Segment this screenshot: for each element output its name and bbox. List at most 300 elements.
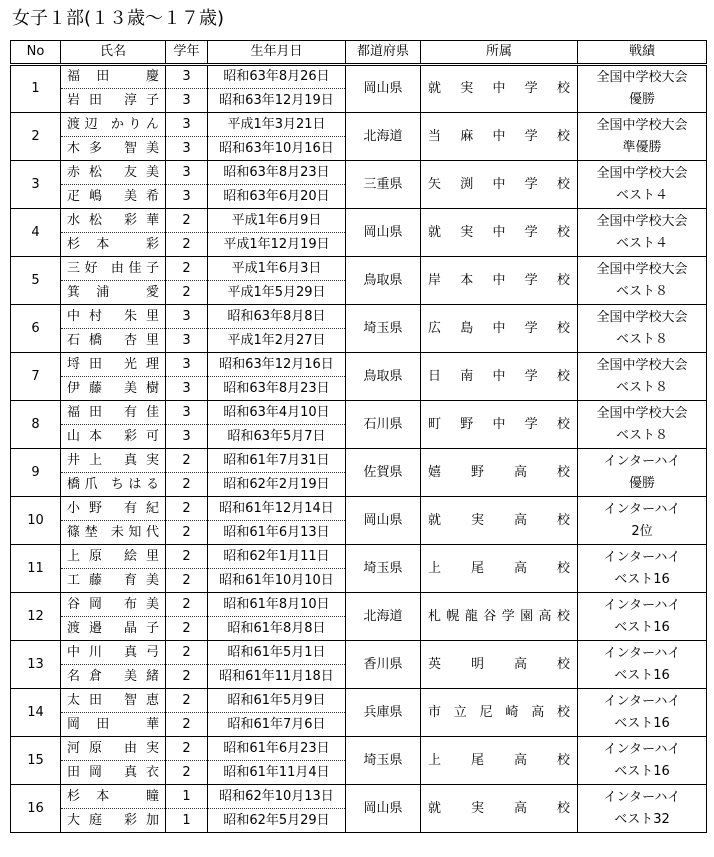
prefecture: 埼玉県 bbox=[346, 305, 421, 353]
table-header bbox=[11, 41, 707, 65]
char: る bbox=[145, 476, 159, 492]
char: 中 bbox=[67, 308, 81, 324]
char: 里 bbox=[145, 308, 159, 324]
player-name-cell bbox=[61, 305, 166, 329]
char: 渡 bbox=[67, 620, 81, 636]
player-grade: 3 bbox=[166, 161, 208, 185]
entry-number: 2 bbox=[11, 113, 61, 161]
char: 杉 bbox=[67, 788, 81, 804]
result-cell bbox=[578, 353, 707, 401]
player-grade: 2 bbox=[166, 593, 208, 617]
char: 学 bbox=[524, 224, 538, 240]
char: 松 bbox=[88, 164, 102, 180]
char: り bbox=[128, 116, 142, 132]
entry-number: 5 bbox=[11, 257, 61, 305]
player-birthdate: 平成1年3月21日 bbox=[208, 113, 346, 137]
char bbox=[111, 93, 115, 109]
player-name bbox=[61, 93, 165, 109]
player-grade: 2 bbox=[166, 257, 208, 281]
char: 立 bbox=[453, 704, 467, 720]
player-name bbox=[61, 333, 165, 349]
player-name-cell bbox=[61, 689, 166, 713]
affiliation-cell bbox=[421, 113, 578, 161]
char: 校 bbox=[556, 128, 570, 144]
char: 島 bbox=[460, 320, 474, 336]
char: 中 bbox=[492, 128, 506, 144]
table-row bbox=[11, 545, 707, 569]
char bbox=[111, 573, 115, 589]
char: 就 bbox=[428, 800, 442, 816]
result-placing: ベスト16 bbox=[614, 763, 670, 779]
entry-number: 16 bbox=[11, 785, 61, 833]
char: 校 bbox=[556, 176, 570, 192]
header-result: 戦績 bbox=[578, 41, 707, 65]
char: 田 bbox=[88, 356, 102, 372]
table-row bbox=[11, 65, 707, 89]
char: 尼 bbox=[479, 704, 493, 720]
player-name-cell bbox=[61, 257, 166, 281]
player-name-cell bbox=[61, 185, 166, 209]
affiliation bbox=[421, 417, 577, 433]
char: 代 bbox=[145, 524, 159, 540]
char bbox=[102, 477, 106, 493]
player-name-cell bbox=[61, 449, 166, 473]
char: 尾 bbox=[470, 752, 484, 768]
player-birthdate: 昭和61年11月18日 bbox=[208, 665, 346, 689]
char: 橋 bbox=[88, 332, 102, 348]
char: 華 bbox=[145, 716, 159, 732]
char: 学 bbox=[501, 608, 515, 624]
table-row bbox=[11, 593, 707, 617]
result-cell bbox=[578, 209, 707, 257]
char: 本 bbox=[96, 236, 110, 252]
prefecture: 北海道 bbox=[346, 113, 421, 161]
char: 真 bbox=[123, 452, 137, 468]
result-placing: ベスト８ bbox=[615, 427, 668, 443]
prefecture: 三重県 bbox=[346, 161, 421, 209]
char: 校 bbox=[556, 704, 570, 720]
player-grade: 2 bbox=[166, 209, 208, 233]
char: 愛 bbox=[145, 284, 159, 300]
char: 岩 bbox=[67, 92, 81, 108]
table-row bbox=[11, 257, 707, 281]
affiliation-cell bbox=[421, 353, 578, 401]
char bbox=[111, 645, 115, 661]
result-event: 全国中学校大会 bbox=[596, 261, 688, 277]
result-event: インターハイ bbox=[603, 789, 681, 805]
entry-number: 15 bbox=[11, 737, 61, 785]
char: 高 bbox=[513, 512, 527, 528]
player-grade: 2 bbox=[166, 617, 208, 641]
player-name bbox=[61, 741, 165, 757]
player-birthdate: 昭和63年12月19日 bbox=[208, 89, 346, 113]
char: 麻 bbox=[460, 128, 474, 144]
char: 渡 bbox=[67, 116, 81, 132]
char: 藤 bbox=[88, 380, 102, 396]
prefecture: 香川県 bbox=[346, 641, 421, 689]
result-placing: ベスト16 bbox=[614, 619, 670, 635]
result-placing: ベスト８ bbox=[615, 283, 668, 299]
prefecture: 岡山県 bbox=[346, 65, 421, 113]
char: 上 bbox=[88, 452, 102, 468]
char bbox=[111, 453, 115, 469]
char: 田 bbox=[88, 92, 102, 108]
result-cell bbox=[578, 641, 707, 689]
char: ん bbox=[145, 116, 159, 132]
char: 衣 bbox=[145, 764, 159, 780]
char: 岸 bbox=[428, 272, 442, 288]
char: 谷 bbox=[67, 596, 81, 612]
player-name-cell bbox=[61, 761, 166, 785]
char: 松 bbox=[88, 212, 102, 228]
char: 上 bbox=[428, 752, 442, 768]
char: 未 bbox=[110, 524, 124, 540]
char: 里 bbox=[145, 332, 159, 348]
entry-number: 6 bbox=[11, 305, 61, 353]
char: 実 bbox=[460, 224, 474, 240]
char: 校 bbox=[556, 560, 570, 576]
entry-number: 7 bbox=[11, 353, 61, 401]
result-event: 全国中学校大会 bbox=[596, 117, 688, 133]
result-cell bbox=[578, 449, 707, 497]
char: 可 bbox=[145, 428, 159, 444]
char: 中 bbox=[492, 81, 506, 96]
table-row bbox=[11, 497, 707, 521]
char: 太 bbox=[67, 692, 81, 708]
char: 就 bbox=[428, 81, 442, 96]
char bbox=[102, 525, 106, 541]
result-event: インターハイ bbox=[603, 741, 681, 757]
char: 橋 bbox=[67, 476, 81, 492]
char: 実 bbox=[460, 81, 474, 96]
char: 佳 bbox=[128, 260, 142, 276]
result-placing: ベスト８ bbox=[615, 379, 668, 395]
player-birthdate: 昭和61年7月31日 bbox=[208, 449, 346, 473]
char: 実 bbox=[470, 512, 484, 528]
player-name-cell bbox=[61, 473, 166, 497]
char: 由 bbox=[110, 260, 124, 276]
player-name-cell bbox=[61, 281, 166, 305]
result-placing: ベスト４ bbox=[615, 235, 668, 251]
char bbox=[126, 237, 130, 253]
char: 英 bbox=[428, 656, 442, 672]
result-event: インターハイ bbox=[603, 597, 681, 613]
char: 美 bbox=[145, 596, 159, 612]
char: 中 bbox=[492, 176, 506, 192]
affiliation-cell bbox=[421, 737, 578, 785]
player-name-cell bbox=[61, 377, 166, 401]
char: 石 bbox=[67, 332, 81, 348]
affiliation-cell bbox=[421, 65, 578, 113]
affiliation bbox=[421, 657, 577, 673]
char: 学 bbox=[524, 176, 538, 192]
char: 美 bbox=[145, 164, 159, 180]
table-row bbox=[11, 113, 707, 137]
player-name bbox=[61, 237, 165, 253]
prefecture: 佐賀県 bbox=[346, 449, 421, 497]
player-name bbox=[61, 477, 165, 493]
char: 里 bbox=[145, 548, 159, 564]
char bbox=[126, 69, 130, 85]
entry-number: 11 bbox=[11, 545, 61, 593]
char: 淳 bbox=[123, 92, 137, 108]
player-grade: 2 bbox=[166, 281, 208, 305]
player-birthdate: 昭和61年11月4日 bbox=[208, 761, 346, 785]
player-grade: 2 bbox=[166, 689, 208, 713]
result-cell bbox=[578, 65, 707, 113]
char bbox=[126, 717, 130, 733]
char: 絵 bbox=[123, 548, 137, 564]
player-grade: 3 bbox=[166, 377, 208, 401]
char: 福 bbox=[67, 404, 81, 420]
result-cell bbox=[578, 785, 707, 833]
player-name-cell bbox=[61, 737, 166, 761]
char: 彩 bbox=[123, 212, 137, 228]
char: 中 bbox=[492, 224, 506, 240]
char: 埜 bbox=[84, 524, 98, 540]
char: 由 bbox=[123, 740, 137, 756]
header-prefecture: 都道府県 bbox=[346, 41, 421, 65]
result-placing: ベスト８ bbox=[615, 331, 668, 347]
player-name-cell bbox=[61, 641, 166, 665]
char: 理 bbox=[145, 356, 159, 372]
page-title: 女子１部(１３歳～１７歳) bbox=[12, 8, 225, 29]
char bbox=[111, 213, 115, 229]
player-name bbox=[61, 405, 165, 421]
entry-number: 8 bbox=[11, 401, 61, 449]
char: 加 bbox=[145, 812, 159, 828]
char: 札 bbox=[428, 608, 442, 624]
char bbox=[111, 429, 115, 445]
char: 村 bbox=[88, 308, 102, 324]
char: 瞳 bbox=[145, 788, 159, 804]
player-birthdate: 昭和62年1月11日 bbox=[208, 545, 346, 569]
player-name bbox=[61, 549, 165, 565]
char: 学 bbox=[524, 416, 538, 432]
affiliation bbox=[421, 177, 577, 193]
char: 慶 bbox=[145, 69, 159, 84]
affiliation-cell bbox=[421, 401, 578, 449]
affiliation-cell bbox=[421, 785, 578, 833]
char bbox=[111, 501, 115, 517]
result-placing: 優勝 bbox=[628, 475, 655, 491]
player-birthdate: 昭和61年5月1日 bbox=[208, 641, 346, 665]
char: 庭 bbox=[88, 812, 102, 828]
player-name-cell bbox=[61, 785, 166, 809]
table-row bbox=[11, 353, 707, 377]
player-name bbox=[61, 309, 165, 325]
player-name bbox=[61, 357, 165, 373]
player-name bbox=[61, 117, 165, 133]
char: 美 bbox=[123, 188, 137, 204]
header-affiliation: 所属 bbox=[421, 41, 578, 65]
result-cell bbox=[578, 401, 707, 449]
char: 箕 bbox=[67, 284, 81, 300]
char bbox=[111, 405, 115, 421]
player-grade: 2 bbox=[166, 473, 208, 497]
char: 就 bbox=[428, 512, 442, 528]
affiliation-cell bbox=[421, 641, 578, 689]
player-birthdate: 昭和63年4月10日 bbox=[208, 401, 346, 425]
char: 校 bbox=[556, 81, 570, 96]
char: 園 bbox=[520, 608, 534, 624]
char: 明 bbox=[470, 656, 484, 672]
player-name bbox=[61, 765, 165, 781]
char: 晶 bbox=[123, 620, 137, 636]
player-name-cell bbox=[61, 137, 166, 161]
char bbox=[111, 813, 115, 829]
char: 就 bbox=[428, 224, 442, 240]
result-event: 全国中学校大会 bbox=[596, 165, 688, 181]
table-row bbox=[11, 689, 707, 713]
char: 上 bbox=[67, 548, 81, 564]
entry-number: 12 bbox=[11, 593, 61, 641]
player-name bbox=[61, 501, 165, 517]
affiliation-cell bbox=[421, 545, 578, 593]
char: 岡 bbox=[88, 764, 102, 780]
char: 龍 bbox=[464, 608, 478, 624]
char: 辺 bbox=[84, 116, 98, 132]
player-name bbox=[61, 597, 165, 613]
char: 朱 bbox=[123, 308, 137, 324]
affiliation bbox=[421, 753, 577, 769]
result-placing: ベスト16 bbox=[614, 667, 670, 683]
player-name bbox=[61, 525, 165, 541]
char: 美 bbox=[123, 380, 137, 396]
char bbox=[126, 789, 130, 805]
result-placing: ベスト４ bbox=[615, 187, 668, 203]
player-name-cell bbox=[61, 617, 166, 641]
roster-table bbox=[10, 40, 707, 833]
char: 町 bbox=[428, 416, 442, 432]
table-row bbox=[11, 161, 707, 185]
char: 南 bbox=[460, 368, 474, 384]
char bbox=[102, 117, 106, 133]
player-name-cell bbox=[61, 89, 166, 113]
result-placing: ベスト16 bbox=[614, 715, 670, 731]
affiliation bbox=[421, 81, 577, 97]
affiliation-cell bbox=[421, 305, 578, 353]
table-row bbox=[11, 641, 707, 665]
player-grade: 2 bbox=[166, 233, 208, 257]
result-event: インターハイ bbox=[603, 501, 681, 517]
player-name-cell bbox=[61, 401, 166, 425]
affiliation bbox=[421, 273, 577, 289]
player-name-cell bbox=[61, 113, 166, 137]
entry-number: 1 bbox=[11, 65, 61, 113]
player-grade: 2 bbox=[166, 569, 208, 593]
player-name bbox=[61, 789, 165, 805]
char: 日 bbox=[428, 368, 442, 384]
char: 多 bbox=[88, 140, 102, 156]
player-grade: 1 bbox=[166, 785, 208, 809]
char: 校 bbox=[556, 512, 570, 528]
player-name-cell bbox=[61, 497, 166, 521]
player-birthdate: 昭和62年2月19日 bbox=[208, 473, 346, 497]
table-row bbox=[11, 737, 707, 761]
char: 小 bbox=[67, 500, 81, 516]
char: 中 bbox=[67, 644, 81, 660]
char: 疋 bbox=[67, 188, 81, 204]
player-grade: 2 bbox=[166, 545, 208, 569]
char bbox=[111, 765, 115, 781]
char: 高 bbox=[513, 560, 527, 576]
result-event: インターハイ bbox=[603, 549, 681, 565]
player-birthdate: 昭和63年5月7日 bbox=[208, 425, 346, 449]
player-birthdate: 昭和61年10月10日 bbox=[208, 569, 346, 593]
player-name bbox=[61, 813, 165, 829]
char: 好 bbox=[84, 260, 98, 276]
player-name-cell bbox=[61, 353, 166, 377]
affiliation bbox=[421, 801, 577, 817]
player-birthdate: 昭和63年8月8日 bbox=[208, 305, 346, 329]
result-placing: 2位 bbox=[631, 523, 653, 539]
player-grade: 3 bbox=[166, 305, 208, 329]
result-cell bbox=[578, 113, 707, 161]
table-row bbox=[11, 305, 707, 329]
char: 校 bbox=[556, 800, 570, 816]
player-grade: 3 bbox=[166, 89, 208, 113]
char: 彩 bbox=[145, 236, 159, 252]
char: 山 bbox=[67, 428, 81, 444]
char: 育 bbox=[123, 572, 137, 588]
char bbox=[111, 333, 115, 349]
player-name-cell bbox=[61, 713, 166, 737]
char: 校 bbox=[556, 320, 570, 336]
char: 智 bbox=[123, 692, 137, 708]
table-row bbox=[11, 785, 707, 809]
char bbox=[111, 357, 115, 373]
char: 田 bbox=[96, 716, 110, 732]
prefecture: 岡山県 bbox=[346, 497, 421, 545]
player-grade: 3 bbox=[166, 425, 208, 449]
result-cell bbox=[578, 161, 707, 209]
table-body bbox=[11, 65, 707, 833]
header-birthdate: 生年月日 bbox=[208, 41, 346, 65]
char: 嬉 bbox=[428, 464, 442, 480]
char bbox=[111, 189, 115, 205]
char: 高 bbox=[538, 608, 552, 624]
char: 校 bbox=[556, 752, 570, 768]
affiliation bbox=[421, 369, 577, 385]
char: 埒 bbox=[67, 356, 81, 372]
char bbox=[111, 141, 115, 157]
char: 高 bbox=[531, 704, 545, 720]
char: 学 bbox=[524, 272, 538, 288]
char: 高 bbox=[513, 800, 527, 816]
player-name bbox=[61, 645, 165, 661]
player-name-cell bbox=[61, 161, 166, 185]
table-row bbox=[11, 449, 707, 473]
affiliation-cell bbox=[421, 209, 578, 257]
prefecture: 埼玉県 bbox=[346, 545, 421, 593]
player-birthdate: 昭和61年8月8日 bbox=[208, 617, 346, 641]
char: 本 bbox=[460, 272, 474, 288]
player-grade: 3 bbox=[166, 137, 208, 161]
char: 光 bbox=[123, 356, 137, 372]
char: 高 bbox=[513, 656, 527, 672]
player-name bbox=[61, 429, 165, 445]
result-placing: 優勝 bbox=[628, 92, 655, 107]
table-row bbox=[11, 209, 707, 233]
char: 知 bbox=[128, 524, 142, 540]
char: 希 bbox=[145, 188, 159, 204]
player-birthdate: 平成1年12月19日 bbox=[208, 233, 346, 257]
char: 田 bbox=[88, 404, 102, 420]
player-name-cell bbox=[61, 809, 166, 833]
char: 田 bbox=[96, 69, 110, 84]
player-name bbox=[61, 69, 165, 85]
